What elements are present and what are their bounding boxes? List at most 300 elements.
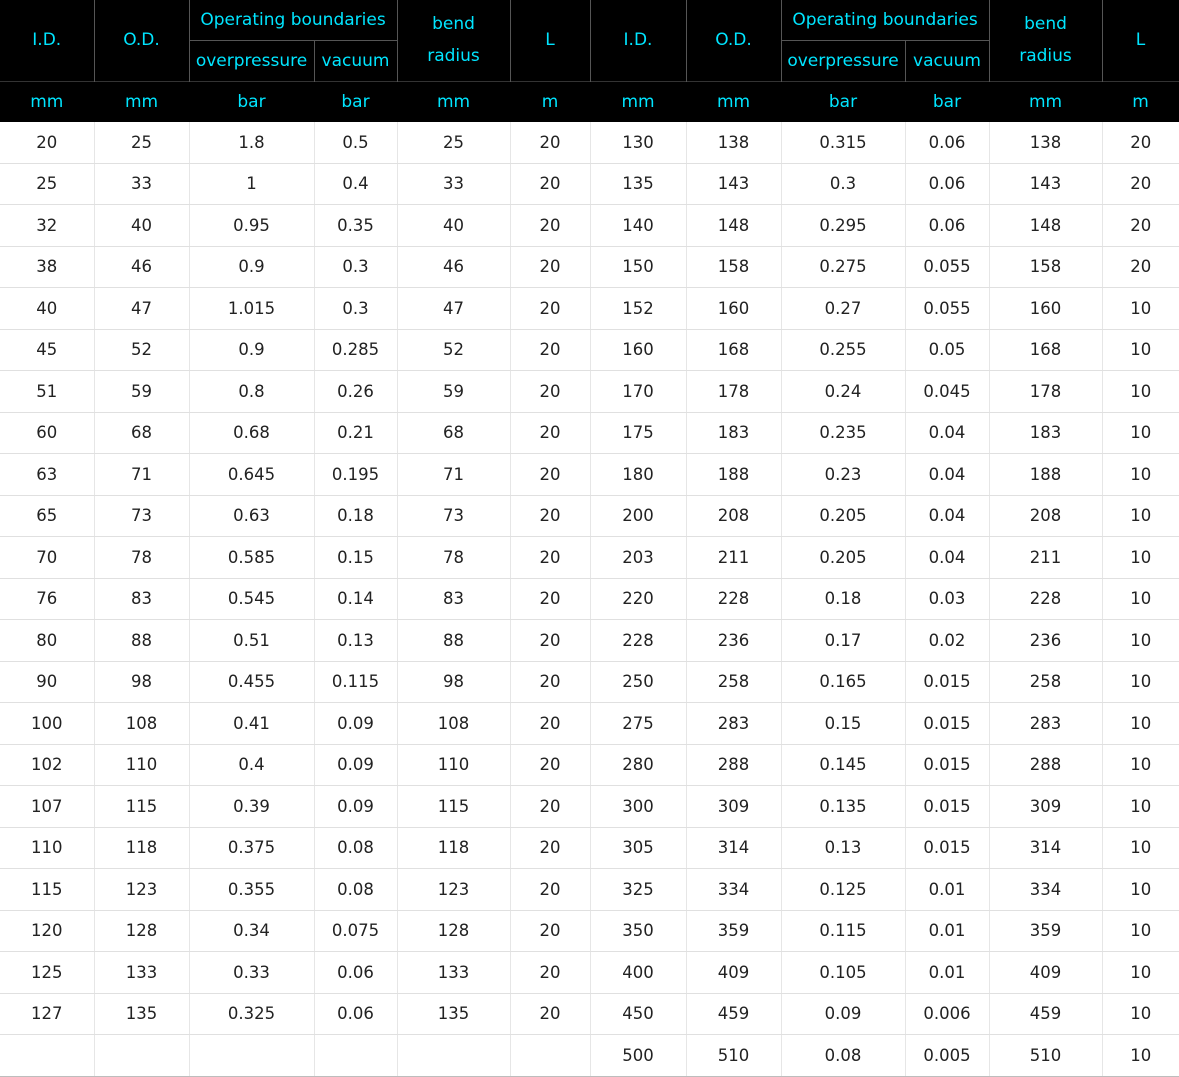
cell-bend-radius: 88 (397, 620, 510, 662)
header-operating-boundaries-2: Operating boundaries (781, 0, 989, 40)
cell-vacuum-2: 0.04 (905, 412, 989, 454)
cell-vacuum-2: 0.06 (905, 122, 989, 163)
cell-overpressure-2: 0.315 (781, 122, 905, 163)
cell-overpressure-2: 0.205 (781, 537, 905, 579)
cell-od: 133 (94, 952, 189, 994)
cell-vacuum: 0.14 (314, 578, 397, 620)
table-row (0, 454, 1179, 496)
cell-vacuum-2: 0.01 (905, 869, 989, 911)
cell-vacuum-2: 0.055 (905, 246, 989, 288)
cell-overpressure: 0.325 (189, 993, 314, 1035)
cell-bend-radius-2: 178 (989, 371, 1102, 413)
table-row (0, 910, 1179, 952)
table-row (0, 661, 1179, 703)
cell-od: 25 (94, 122, 189, 163)
header-id-2: I.D. (590, 0, 686, 81)
cell-length-2: 10 (1102, 288, 1179, 330)
table-row (0, 869, 1179, 911)
cell-vacuum-2: 0.04 (905, 537, 989, 579)
cell-overpressure-2: 0.09 (781, 993, 905, 1035)
cell-vacuum: 0.06 (314, 952, 397, 994)
cell-bend-radius: 33 (397, 163, 510, 205)
cell-od-2: 510 (686, 1035, 781, 1077)
header-overpressure-2: overpressure (781, 40, 905, 81)
cell-vacuum: 0.08 (314, 869, 397, 911)
cell-id: 102 (0, 744, 94, 786)
cell-od-2: 359 (686, 910, 781, 952)
table-row (0, 537, 1179, 579)
cell-bend-radius-2: 334 (989, 869, 1102, 911)
cell-overpressure: 1.8 (189, 122, 314, 163)
cell-length-2: 10 (1102, 661, 1179, 703)
cell-id: 107 (0, 786, 94, 828)
cell-length: 20 (510, 288, 590, 330)
cell-bend-radius: 25 (397, 122, 510, 163)
cell-overpressure-2: 0.125 (781, 869, 905, 911)
cell-od: 40 (94, 205, 189, 247)
cell-overpressure (189, 1035, 314, 1077)
cell-bend-radius-2: 283 (989, 703, 1102, 745)
cell-id: 120 (0, 910, 94, 952)
cell-vacuum-2: 0.015 (905, 703, 989, 745)
cell-bend-radius: 118 (397, 827, 510, 869)
unit-od: mm (94, 81, 189, 122)
cell-vacuum: 0.09 (314, 744, 397, 786)
cell-overpressure-2: 0.23 (781, 454, 905, 496)
cell-length: 20 (510, 454, 590, 496)
table-row (0, 205, 1179, 247)
cell-bend-radius-2: 183 (989, 412, 1102, 454)
cell-length-2: 10 (1102, 786, 1179, 828)
cell-od-2: 188 (686, 454, 781, 496)
cell-vacuum: 0.4 (314, 163, 397, 205)
cell-id: 115 (0, 869, 94, 911)
cell-overpressure-2: 0.205 (781, 495, 905, 537)
cell-overpressure-2: 0.165 (781, 661, 905, 703)
cell-od-2: 160 (686, 288, 781, 330)
cell-overpressure-2: 0.3 (781, 163, 905, 205)
cell-bend-radius: 98 (397, 661, 510, 703)
table-row (0, 1035, 1179, 1077)
header-id: I.D. (0, 0, 94, 81)
cell-id-2: 300 (590, 786, 686, 828)
cell-overpressure: 0.33 (189, 952, 314, 994)
cell-length: 20 (510, 412, 590, 454)
cell-length: 20 (510, 827, 590, 869)
header-bend-line1: bend (432, 14, 475, 35)
cell-id: 45 (0, 329, 94, 371)
cell-vacuum: 0.3 (314, 288, 397, 330)
table-row (0, 329, 1179, 371)
cell-bend-radius: 135 (397, 993, 510, 1035)
cell-vacuum: 0.18 (314, 495, 397, 537)
cell-id-2: 160 (590, 329, 686, 371)
unit-length-2: m (1102, 81, 1179, 122)
cell-id: 76 (0, 578, 94, 620)
cell-od-2: 236 (686, 620, 781, 662)
cell-od-2: 309 (686, 786, 781, 828)
cell-overpressure-2: 0.235 (781, 412, 905, 454)
cell-vacuum-2: 0.045 (905, 371, 989, 413)
cell-length: 20 (510, 205, 590, 247)
cell-length-2: 10 (1102, 495, 1179, 537)
cell-id-2: 170 (590, 371, 686, 413)
cell-od-2: 138 (686, 122, 781, 163)
cell-vacuum-2: 0.04 (905, 454, 989, 496)
cell-bend-radius-2: 359 (989, 910, 1102, 952)
cell-length-2: 10 (1102, 993, 1179, 1035)
cell-length: 20 (510, 952, 590, 994)
cell-od-2: 158 (686, 246, 781, 288)
cell-vacuum-2: 0.005 (905, 1035, 989, 1077)
cell-bend-radius (397, 1035, 510, 1077)
cell-od-2: 314 (686, 827, 781, 869)
cell-vacuum: 0.15 (314, 537, 397, 579)
cell-id-2: 175 (590, 412, 686, 454)
cell-overpressure-2: 0.105 (781, 952, 905, 994)
cell-bend-radius-2: 208 (989, 495, 1102, 537)
table-row (0, 827, 1179, 869)
cell-overpressure: 0.585 (189, 537, 314, 579)
cell-length-2: 10 (1102, 869, 1179, 911)
cell-length: 20 (510, 329, 590, 371)
unit-overpressure-2: bar (781, 81, 905, 122)
table-row (0, 246, 1179, 288)
cell-bend-radius: 83 (397, 578, 510, 620)
cell-length-2: 10 (1102, 703, 1179, 745)
cell-length-2: 20 (1102, 246, 1179, 288)
cell-od: 83 (94, 578, 189, 620)
cell-overpressure-2: 0.135 (781, 786, 905, 828)
header-vacuum-2: vacuum (905, 40, 989, 81)
cell-id: 32 (0, 205, 94, 247)
cell-overpressure-2: 0.255 (781, 329, 905, 371)
cell-overpressure: 0.51 (189, 620, 314, 662)
cell-length: 20 (510, 910, 590, 952)
cell-length-2: 10 (1102, 1035, 1179, 1077)
cell-overpressure: 1 (189, 163, 314, 205)
cell-overpressure: 0.9 (189, 246, 314, 288)
cell-od-2: 228 (686, 578, 781, 620)
cell-vacuum: 0.09 (314, 703, 397, 745)
cell-overpressure: 0.41 (189, 703, 314, 745)
cell-id-2: 305 (590, 827, 686, 869)
cell-length: 20 (510, 163, 590, 205)
cell-vacuum-2: 0.015 (905, 827, 989, 869)
cell-length: 20 (510, 537, 590, 579)
cell-od: 108 (94, 703, 189, 745)
cell-od-2: 409 (686, 952, 781, 994)
cell-bend-radius: 73 (397, 495, 510, 537)
cell-vacuum: 0.08 (314, 827, 397, 869)
cell-length: 20 (510, 620, 590, 662)
cell-vacuum-2: 0.015 (905, 744, 989, 786)
cell-vacuum-2: 0.04 (905, 495, 989, 537)
cell-vacuum-2: 0.015 (905, 786, 989, 828)
cell-vacuum-2: 0.05 (905, 329, 989, 371)
cell-vacuum-2: 0.06 (905, 163, 989, 205)
cell-overpressure-2: 0.24 (781, 371, 905, 413)
cell-length-2: 10 (1102, 578, 1179, 620)
cell-id-2: 400 (590, 952, 686, 994)
cell-overpressure: 0.355 (189, 869, 314, 911)
cell-length: 20 (510, 495, 590, 537)
cell-od: 88 (94, 620, 189, 662)
cell-od-2: 211 (686, 537, 781, 579)
cell-id-2: 203 (590, 537, 686, 579)
unit-bend: mm (397, 81, 510, 122)
cell-od: 110 (94, 744, 189, 786)
cell-length: 20 (510, 246, 590, 288)
cell-overpressure-2: 0.27 (781, 288, 905, 330)
cell-id: 65 (0, 495, 94, 537)
cell-overpressure-2: 0.15 (781, 703, 905, 745)
cell-od-2: 208 (686, 495, 781, 537)
cell-bend-radius-2: 188 (989, 454, 1102, 496)
cell-id: 25 (0, 163, 94, 205)
cell-bend-radius: 108 (397, 703, 510, 745)
cell-overpressure: 0.645 (189, 454, 314, 496)
cell-length-2: 20 (1102, 122, 1179, 163)
cell-vacuum-2: 0.006 (905, 993, 989, 1035)
cell-vacuum: 0.13 (314, 620, 397, 662)
cell-bend-radius: 78 (397, 537, 510, 579)
unit-length: m (510, 81, 590, 122)
cell-bend-radius-2: 160 (989, 288, 1102, 330)
table-row (0, 495, 1179, 537)
cell-od: 71 (94, 454, 189, 496)
cell-length-2: 10 (1102, 329, 1179, 371)
cell-od-2: 283 (686, 703, 781, 745)
cell-id-2: 140 (590, 205, 686, 247)
cell-od: 128 (94, 910, 189, 952)
cell-overpressure: 0.39 (189, 786, 314, 828)
cell-od-2: 334 (686, 869, 781, 911)
cell-length: 20 (510, 869, 590, 911)
cell-overpressure: 0.9 (189, 329, 314, 371)
table-row (0, 786, 1179, 828)
cell-id: 127 (0, 993, 94, 1035)
cell-overpressure-2: 0.13 (781, 827, 905, 869)
cell-od: 115 (94, 786, 189, 828)
cell-id-2: 150 (590, 246, 686, 288)
cell-vacuum-2: 0.015 (905, 661, 989, 703)
cell-length-2: 10 (1102, 454, 1179, 496)
cell-overpressure: 0.34 (189, 910, 314, 952)
cell-id-2: 152 (590, 288, 686, 330)
table-body (0, 122, 1179, 1076)
cell-id-2: 220 (590, 578, 686, 620)
cell-vacuum-2: 0.01 (905, 952, 989, 994)
cell-bend-radius-2: 158 (989, 246, 1102, 288)
cell-length: 20 (510, 786, 590, 828)
cell-id: 40 (0, 288, 94, 330)
cell-bend-radius-2: 409 (989, 952, 1102, 994)
cell-od: 98 (94, 661, 189, 703)
cell-bend-radius: 110 (397, 744, 510, 786)
cell-bend-radius-2: 168 (989, 329, 1102, 371)
cell-od-2: 168 (686, 329, 781, 371)
cell-id-2: 250 (590, 661, 686, 703)
cell-length-2: 10 (1102, 744, 1179, 786)
cell-bend-radius: 115 (397, 786, 510, 828)
cell-id: 90 (0, 661, 94, 703)
table-row (0, 163, 1179, 205)
unit-id-2: mm (590, 81, 686, 122)
cell-bend-radius-2: 138 (989, 122, 1102, 163)
cell-vacuum: 0.115 (314, 661, 397, 703)
table-row (0, 288, 1179, 330)
cell-id-2: 325 (590, 869, 686, 911)
cell-overpressure: 0.375 (189, 827, 314, 869)
cell-overpressure-2: 0.115 (781, 910, 905, 952)
cell-od-2: 148 (686, 205, 781, 247)
cell-id-2: 450 (590, 993, 686, 1035)
cell-id: 38 (0, 246, 94, 288)
cell-bend-radius: 71 (397, 454, 510, 496)
cell-id: 125 (0, 952, 94, 994)
cell-bend-radius: 40 (397, 205, 510, 247)
cell-od: 73 (94, 495, 189, 537)
cell-od-2: 459 (686, 993, 781, 1035)
cell-overpressure-2: 0.295 (781, 205, 905, 247)
cell-od: 78 (94, 537, 189, 579)
cell-length-2: 10 (1102, 910, 1179, 952)
cell-bend-radius-2: 510 (989, 1035, 1102, 1077)
unit-bend-2: mm (989, 81, 1102, 122)
table-row (0, 744, 1179, 786)
cell-overpressure: 0.63 (189, 495, 314, 537)
cell-vacuum: 0.195 (314, 454, 397, 496)
cell-bend-radius-2: 236 (989, 620, 1102, 662)
cell-id: 20 (0, 122, 94, 163)
unit-id: mm (0, 81, 94, 122)
header-overpressure: overpressure (189, 40, 314, 81)
header-bend-line2: radius (427, 46, 480, 67)
cell-vacuum (314, 1035, 397, 1077)
cell-vacuum-2: 0.055 (905, 288, 989, 330)
cell-id-2: 275 (590, 703, 686, 745)
cell-length-2: 20 (1102, 163, 1179, 205)
cell-bend-radius-2: 143 (989, 163, 1102, 205)
header-od: O.D. (94, 0, 189, 81)
cell-vacuum: 0.3 (314, 246, 397, 288)
cell-length: 20 (510, 371, 590, 413)
cell-bend-radius-2: 314 (989, 827, 1102, 869)
cell-bend-radius-2: 211 (989, 537, 1102, 579)
cell-id: 110 (0, 827, 94, 869)
cell-vacuum: 0.09 (314, 786, 397, 828)
cell-bend-radius: 59 (397, 371, 510, 413)
cell-overpressure-2: 0.17 (781, 620, 905, 662)
cell-od-2: 143 (686, 163, 781, 205)
header-bend-line2-2: radius (1019, 46, 1072, 67)
cell-overpressure: 0.4 (189, 744, 314, 786)
cell-id-2: 500 (590, 1035, 686, 1077)
cell-bend-radius: 123 (397, 869, 510, 911)
cell-id-2: 180 (590, 454, 686, 496)
cell-id: 51 (0, 371, 94, 413)
cell-bend-radius: 47 (397, 288, 510, 330)
table-row (0, 703, 1179, 745)
cell-vacuum: 0.075 (314, 910, 397, 952)
cell-id-2: 130 (590, 122, 686, 163)
cell-overpressure: 0.95 (189, 205, 314, 247)
cell-od-2: 288 (686, 744, 781, 786)
cell-od: 118 (94, 827, 189, 869)
unit-vacuum-2: bar (905, 81, 989, 122)
header-bend-radius (397, 0, 510, 81)
cell-length-2: 10 (1102, 620, 1179, 662)
cell-bend-radius-2: 228 (989, 578, 1102, 620)
cell-bend-radius-2: 459 (989, 993, 1102, 1035)
header-bend-radius-2 (989, 0, 1102, 81)
cell-id (0, 1035, 94, 1077)
cell-bend-radius-2: 288 (989, 744, 1102, 786)
table-row (0, 412, 1179, 454)
cell-id: 70 (0, 537, 94, 579)
header-od-2: O.D. (686, 0, 781, 81)
unit-overpressure: bar (189, 81, 314, 122)
cell-id: 63 (0, 454, 94, 496)
table-row (0, 578, 1179, 620)
cell-bend-radius-2: 148 (989, 205, 1102, 247)
cell-length: 20 (510, 122, 590, 163)
cell-id-2: 200 (590, 495, 686, 537)
unit-vacuum: bar (314, 81, 397, 122)
cell-od: 47 (94, 288, 189, 330)
cell-length-2: 10 (1102, 537, 1179, 579)
cell-length (510, 1035, 590, 1077)
cell-vacuum-2: 0.03 (905, 578, 989, 620)
cell-vacuum-2: 0.06 (905, 205, 989, 247)
table-row (0, 620, 1179, 662)
cell-bend-radius-2: 258 (989, 661, 1102, 703)
cell-length-2: 10 (1102, 827, 1179, 869)
header-vacuum: vacuum (314, 40, 397, 81)
cell-length: 20 (510, 703, 590, 745)
cell-length-2: 10 (1102, 412, 1179, 454)
cell-length: 20 (510, 744, 590, 786)
cell-overpressure-2: 0.275 (781, 246, 905, 288)
cell-bend-radius: 68 (397, 412, 510, 454)
cell-id-2: 350 (590, 910, 686, 952)
cell-bend-radius: 52 (397, 329, 510, 371)
cell-od (94, 1035, 189, 1077)
cell-od: 123 (94, 869, 189, 911)
cell-od-2: 258 (686, 661, 781, 703)
cell-bend-radius: 46 (397, 246, 510, 288)
cell-length-2: 10 (1102, 952, 1179, 994)
header-bend-line1-2: bend (1024, 14, 1067, 35)
header-length: L (510, 0, 590, 81)
cell-vacuum: 0.21 (314, 412, 397, 454)
cell-overpressure-2: 0.08 (781, 1035, 905, 1077)
cell-bend-radius: 133 (397, 952, 510, 994)
unit-od-2: mm (686, 81, 781, 122)
cell-length: 20 (510, 578, 590, 620)
cell-od-2: 183 (686, 412, 781, 454)
cell-overpressure: 0.68 (189, 412, 314, 454)
cell-id-2: 280 (590, 744, 686, 786)
cell-length: 20 (510, 661, 590, 703)
cell-vacuum: 0.26 (314, 371, 397, 413)
cell-vacuum: 0.35 (314, 205, 397, 247)
cell-od: 46 (94, 246, 189, 288)
cell-vacuum: 0.06 (314, 993, 397, 1035)
cell-length-2: 20 (1102, 205, 1179, 247)
table-row (0, 993, 1179, 1035)
